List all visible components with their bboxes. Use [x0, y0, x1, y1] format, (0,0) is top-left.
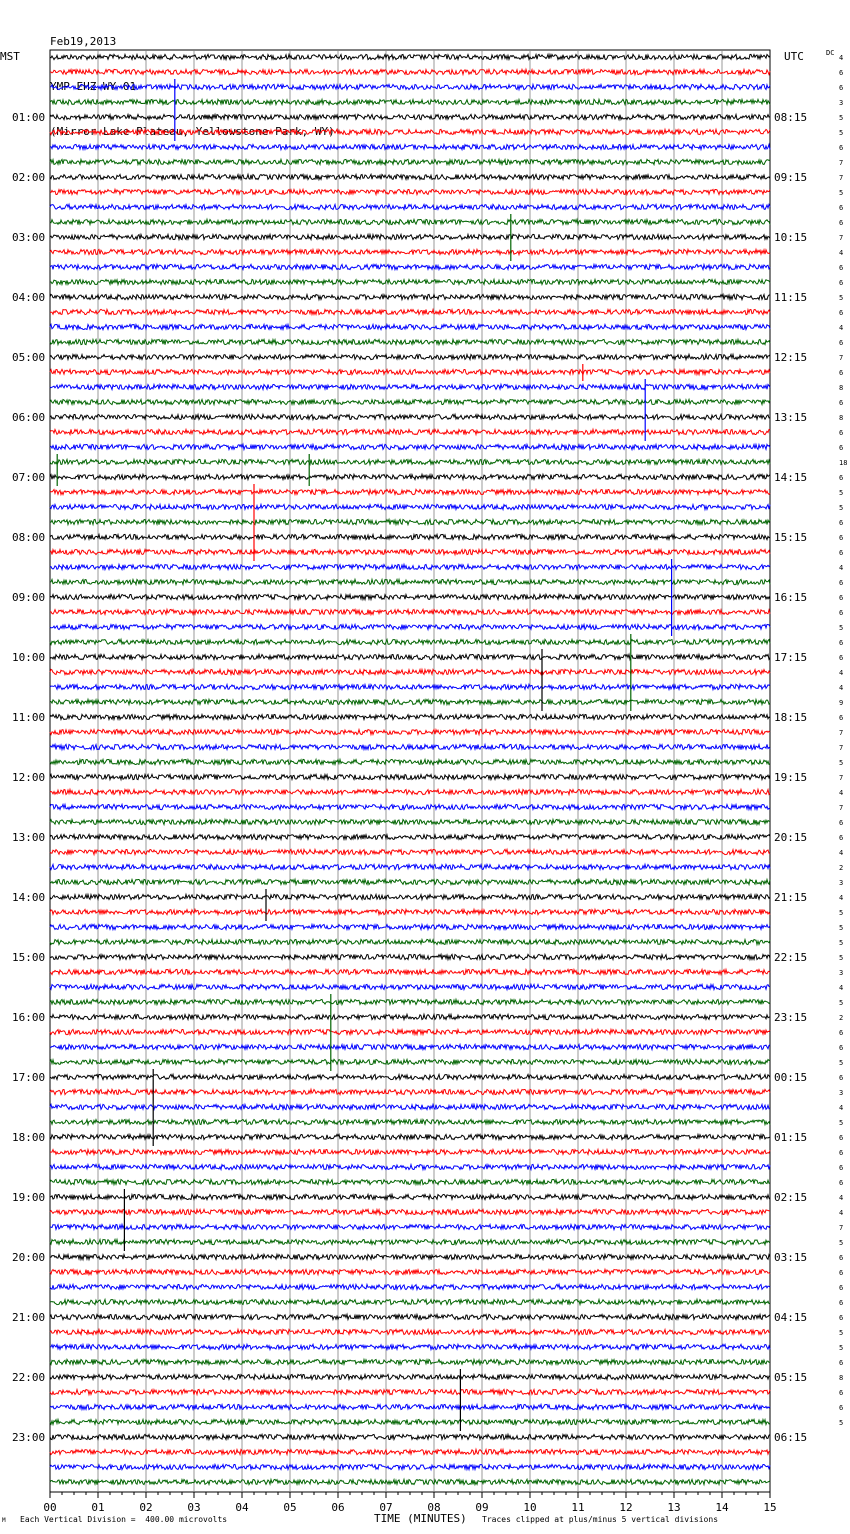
- dc-value: 3: [839, 879, 844, 887]
- seismic-trace: [50, 804, 770, 809]
- dc-value: 8: [839, 414, 844, 422]
- dc-value: 6: [839, 639, 844, 647]
- seismic-trace: [50, 504, 770, 509]
- seismic-trace: [50, 609, 770, 614]
- seismic-trace: [50, 1344, 770, 1349]
- seismic-trace: [50, 264, 770, 269]
- utc-hour-label: 14:15: [774, 471, 808, 484]
- mst-hour-label: 11:00: [12, 711, 46, 724]
- seismic-trace: [50, 624, 770, 629]
- seismic-trace: [50, 714, 770, 719]
- dc-value: 4: [839, 894, 844, 902]
- dc-value: 3: [839, 969, 844, 977]
- seismic-trace: [50, 309, 770, 314]
- dc-value: 6: [839, 369, 844, 377]
- seismic-trace: [50, 1479, 770, 1484]
- seismic-trace: [50, 654, 770, 659]
- mst-hour-label: 19:00: [12, 1191, 46, 1204]
- chart-date: Feb19,2013: [50, 35, 117, 48]
- seismic-trace: [50, 279, 770, 284]
- seismic-trace: [50, 939, 770, 944]
- seismic-trace: [50, 429, 770, 434]
- seismic-trace: [50, 249, 770, 254]
- dc-value: 5: [839, 939, 844, 947]
- mst-hour-label: 22:00: [12, 1371, 46, 1384]
- utc-hour-label: 05:15: [774, 1371, 808, 1384]
- x-tick-label: 11: [571, 1501, 585, 1514]
- seismic-trace: [50, 564, 770, 569]
- seismic-trace: [50, 894, 770, 899]
- seismic-trace: [50, 489, 770, 494]
- seismic-trace: [50, 99, 770, 104]
- mst-hour-label: 12:00: [12, 771, 46, 784]
- seismic-trace: [50, 354, 770, 359]
- dc-value: 5: [839, 759, 844, 767]
- x-tick-label: 06: [331, 1501, 345, 1514]
- dc-value: 6: [839, 444, 844, 452]
- dc-value: 4: [839, 669, 844, 677]
- utc-hour-label: 17:15: [774, 651, 808, 664]
- seismic-trace: [50, 819, 770, 824]
- chart-location: (Mirror Lake Plateau, Yellowstone Park, WY): [50, 125, 335, 138]
- dc-value: 5: [839, 189, 844, 197]
- utc-hour-label: 23:15: [774, 1011, 808, 1024]
- seismic-trace: [50, 774, 770, 779]
- seismic-trace: [50, 1314, 770, 1319]
- seismic-trace: [50, 339, 770, 344]
- dc-value: 6: [839, 279, 844, 287]
- seismic-trace: [50, 1119, 770, 1124]
- seismic-trace: [50, 234, 770, 239]
- mst-hour-label: 20:00: [12, 1251, 46, 1264]
- seismic-trace: [50, 1449, 770, 1454]
- dc-value: 6: [839, 1299, 844, 1307]
- mst-hour-label: 17:00: [12, 1071, 46, 1084]
- seismic-trace: [50, 414, 770, 419]
- seismic-trace: [50, 1044, 770, 1049]
- mst-hour-label: 03:00: [12, 231, 46, 244]
- dc-value: 5: [839, 489, 844, 497]
- dc-value: 4: [839, 1209, 844, 1217]
- dc-value: 7: [839, 804, 844, 812]
- x-tick-label: 02: [139, 1501, 153, 1514]
- mst-hour-label: 02:00: [12, 171, 46, 184]
- right-timezone-label: UTC: [784, 50, 804, 63]
- seismic-trace: [50, 1194, 770, 1199]
- dc-value: 4: [839, 1104, 844, 1112]
- x-tick-label: 10: [523, 1501, 537, 1514]
- utc-hour-label: 21:15: [774, 891, 808, 904]
- seismic-trace: [50, 369, 770, 374]
- dc-value: 6: [839, 1314, 844, 1322]
- seismic-trace: [50, 999, 770, 1004]
- dc-value: 6: [839, 654, 844, 662]
- x-tick-label: 07: [379, 1501, 393, 1514]
- x-tick-label: 04: [235, 1501, 249, 1514]
- seismic-trace: [50, 1059, 770, 1064]
- seismic-trace: [50, 534, 770, 539]
- dc-value: 6: [839, 204, 844, 212]
- dc-value: 5: [839, 114, 844, 122]
- seismic-trace: [50, 789, 770, 794]
- seismic-trace: [50, 129, 770, 134]
- seismic-trace: [50, 969, 770, 974]
- dc-value: 5: [839, 1419, 844, 1427]
- seismic-trace: [50, 324, 770, 329]
- x-tick-label: 05: [283, 1501, 297, 1514]
- seismic-trace: [50, 1404, 770, 1409]
- footer-vertical-division: Each Vertical Division = 400.00 microvolts: [20, 1515, 228, 1524]
- footer-mark: M: [2, 1517, 6, 1524]
- x-axis-title: TIME (MINUTES): [374, 1512, 467, 1525]
- dc-value: 6: [839, 1029, 844, 1037]
- dc-value: 6: [839, 339, 844, 347]
- seismic-trace: [50, 294, 770, 299]
- dc-value: 3: [839, 1089, 844, 1097]
- seismic-trace: [50, 1269, 770, 1274]
- dc-value: 4: [839, 684, 844, 692]
- dc-value: 6: [839, 1359, 844, 1367]
- dc-value: 4: [839, 789, 844, 797]
- mst-hour-label: 05:00: [12, 351, 46, 364]
- seismic-trace: [50, 954, 770, 959]
- dc-value: 6: [839, 579, 844, 587]
- seismic-trace: [50, 1329, 770, 1334]
- dc-value: 6: [839, 1389, 844, 1397]
- dc-header-label: DC: [826, 49, 835, 57]
- dc-value: 6: [839, 144, 844, 152]
- seismic-trace: [50, 984, 770, 989]
- seismic-trace: [50, 1419, 770, 1424]
- dc-value: 2: [839, 864, 844, 872]
- seismic-trace: [50, 144, 770, 149]
- dc-value: 6: [839, 534, 844, 542]
- seismic-trace: [50, 1164, 770, 1169]
- dc-value: 5: [839, 1059, 844, 1067]
- dc-value: 6: [839, 519, 844, 527]
- mst-hour-label: 10:00: [12, 651, 46, 664]
- seismic-trace: [50, 114, 770, 119]
- seismic-trace: [50, 684, 770, 689]
- dc-value: 8: [839, 384, 844, 392]
- seismic-trace: [50, 1104, 770, 1109]
- x-tick-label: 01: [91, 1501, 105, 1514]
- mst-hour-label: 06:00: [12, 411, 46, 424]
- seismic-trace: [50, 1254, 770, 1259]
- dc-value: 5: [839, 624, 844, 632]
- seismic-trace: [50, 729, 770, 734]
- seismic-trace: [50, 159, 770, 164]
- seismic-trace: [50, 639, 770, 644]
- dc-value: 8: [839, 1374, 844, 1382]
- seismic-trace: [50, 1149, 770, 1154]
- x-tick-label: 08: [427, 1501, 441, 1514]
- seismic-trace: [50, 924, 770, 929]
- mst-hour-label: 15:00: [12, 951, 46, 964]
- utc-hour-label: 02:15: [774, 1191, 808, 1204]
- seismic-trace: [50, 1434, 770, 1439]
- mst-hour-label: 13:00: [12, 831, 46, 844]
- x-tick-label: 13: [667, 1501, 681, 1514]
- dc-value: 6: [839, 1044, 844, 1052]
- seismic-trace: [50, 864, 770, 869]
- dc-value: 4: [839, 249, 844, 257]
- dc-value: 6: [839, 474, 844, 482]
- utc-hour-label: 00:15: [774, 1071, 808, 1084]
- mst-hour-label: 23:00: [12, 1431, 46, 1444]
- dc-value: 4: [839, 54, 844, 62]
- dc-value: 6: [839, 834, 844, 842]
- mst-hour-label: 18:00: [12, 1131, 46, 1144]
- seismic-trace: [50, 669, 770, 674]
- seismic-trace: [50, 1029, 770, 1034]
- dc-value: 6: [839, 1149, 844, 1157]
- utc-hour-label: 01:15: [774, 1131, 808, 1144]
- dc-value: 4: [839, 849, 844, 857]
- x-tick-label: 15: [763, 1501, 777, 1514]
- dc-value: 4: [839, 564, 844, 572]
- utc-hour-label: 16:15: [774, 591, 808, 604]
- seismic-trace: [50, 849, 770, 854]
- seismic-trace: [50, 594, 770, 599]
- seismic-trace: [50, 1089, 770, 1094]
- dc-value: 7: [839, 744, 844, 752]
- utc-hour-label: 11:15: [774, 291, 808, 304]
- dc-value: 6: [839, 309, 844, 317]
- seismic-trace: [50, 549, 770, 554]
- seismic-trace: [50, 84, 770, 89]
- seismic-trace: [50, 474, 770, 479]
- mst-hour-label: 01:00: [12, 111, 46, 124]
- seismic-trace: [50, 1134, 770, 1139]
- dc-value: 5: [839, 1239, 844, 1247]
- mst-hour-label: 14:00: [12, 891, 46, 904]
- seismic-trace: [50, 519, 770, 524]
- footer-clip-note: Traces clipped at plus/minus 5 vertical divisions: [482, 1515, 719, 1524]
- seismic-trace: [50, 1014, 770, 1019]
- dc-value: 7: [839, 774, 844, 782]
- dc-value: 2: [839, 1014, 844, 1022]
- dc-value: 5: [839, 1119, 844, 1127]
- x-tick-label: 03: [187, 1501, 201, 1514]
- dc-value: 6: [839, 429, 844, 437]
- dc-value: 7: [839, 1224, 844, 1232]
- seismic-trace: [50, 54, 770, 59]
- mst-hour-label: 21:00: [12, 1311, 46, 1324]
- seismic-trace: [50, 1464, 770, 1469]
- utc-hour-label: 20:15: [774, 831, 808, 844]
- seismic-trace: [50, 219, 770, 224]
- utc-hour-label: 09:15: [774, 171, 808, 184]
- utc-hour-label: 10:15: [774, 231, 808, 244]
- dc-value: 9: [839, 699, 844, 707]
- seismic-trace: [50, 759, 770, 764]
- dc-value: 5: [839, 954, 844, 962]
- dc-value: 5: [839, 924, 844, 932]
- dc-value: 6: [839, 1284, 844, 1292]
- dc-value: 4: [839, 324, 844, 332]
- dc-value: 7: [839, 729, 844, 737]
- dc-value: 6: [839, 1134, 844, 1142]
- dc-value: 6: [839, 219, 844, 227]
- x-tick-label: 12: [619, 1501, 633, 1514]
- seismic-trace: [50, 459, 770, 464]
- seismic-trace: [50, 204, 770, 209]
- seismic-trace: [50, 579, 770, 584]
- dc-value: 6: [839, 1269, 844, 1277]
- seismic-trace: [50, 1374, 770, 1379]
- dc-value: 6: [839, 1164, 844, 1172]
- seismic-trace: [50, 699, 770, 704]
- dc-value: 5: [839, 999, 844, 1007]
- seismic-trace: [50, 1179, 770, 1184]
- seismic-trace: [50, 834, 770, 839]
- utc-hour-label: 15:15: [774, 531, 808, 544]
- dc-value: 6: [839, 69, 844, 77]
- dc-value: 6: [839, 594, 844, 602]
- mst-hour-label: 04:00: [12, 291, 46, 304]
- dc-value: 5: [839, 294, 844, 302]
- dc-value: 6: [839, 84, 844, 92]
- x-tick-label: 14: [715, 1501, 729, 1514]
- dc-value: 5: [839, 504, 844, 512]
- utc-hour-label: 12:15: [774, 351, 808, 364]
- utc-hour-label: 18:15: [774, 711, 808, 724]
- mst-hour-label: 08:00: [12, 531, 46, 544]
- dc-value: 7: [839, 234, 844, 242]
- dc-value: 5: [839, 129, 844, 137]
- dc-value: 3: [839, 99, 844, 107]
- seismic-trace: [50, 69, 770, 74]
- dc-value: 6: [839, 1254, 844, 1262]
- dc-value: 6: [839, 1179, 844, 1187]
- seismic-trace: [50, 1299, 770, 1304]
- seismic-trace: [50, 1074, 770, 1079]
- dc-value: 6: [839, 609, 844, 617]
- seismic-trace: [50, 1224, 770, 1229]
- utc-hour-label: 13:15: [774, 411, 808, 424]
- dc-value: 6: [839, 1074, 844, 1082]
- dc-value: 6: [839, 549, 844, 557]
- dc-value: 6: [839, 264, 844, 272]
- seismic-trace: [50, 879, 770, 884]
- dc-value: 7: [839, 174, 844, 182]
- seismic-trace: [50, 399, 770, 404]
- mst-hour-label: 07:00: [12, 471, 46, 484]
- dc-value: 6: [839, 819, 844, 827]
- seismic-trace: [50, 1284, 770, 1289]
- utc-hour-label: 22:15: [774, 951, 808, 964]
- seismic-trace: [50, 1239, 770, 1244]
- utc-hour-label: 19:15: [774, 771, 808, 784]
- seismic-trace: [50, 444, 770, 449]
- x-tick-label: 09: [475, 1501, 489, 1514]
- seismic-trace: [50, 189, 770, 194]
- seismic-trace: [50, 384, 770, 389]
- seismic-trace: [50, 744, 770, 749]
- utc-hour-label: 08:15: [774, 111, 808, 124]
- x-tick-label: 00: [43, 1501, 57, 1514]
- dc-value: 7: [839, 159, 844, 167]
- dc-value: 7: [839, 354, 844, 362]
- utc-hour-label: 03:15: [774, 1251, 808, 1264]
- dc-value: 4: [839, 1194, 844, 1202]
- dc-value: 6: [839, 1404, 844, 1412]
- dc-value: 6: [839, 714, 844, 722]
- dc-value: 5: [839, 1329, 844, 1337]
- dc-value: 4: [839, 984, 844, 992]
- seismic-trace: [50, 1389, 770, 1394]
- utc-hour-label: 04:15: [774, 1311, 808, 1324]
- left-timezone-label: MST: [0, 50, 20, 63]
- seismic-trace: [50, 1209, 770, 1214]
- seismic-trace: [50, 174, 770, 179]
- dc-value: 5: [839, 1344, 844, 1352]
- chart-station: YMP EHZ WY 01: [50, 80, 137, 93]
- seismic-trace: [50, 1359, 770, 1364]
- mst-hour-label: 16:00: [12, 1011, 46, 1024]
- dc-value: 6: [839, 399, 844, 407]
- mst-hour-label: 09:00: [12, 591, 46, 604]
- utc-hour-label: 06:15: [774, 1431, 808, 1444]
- seismic-trace: [50, 909, 770, 914]
- dc-value: 5: [839, 909, 844, 917]
- dc-value: 18: [839, 459, 848, 467]
